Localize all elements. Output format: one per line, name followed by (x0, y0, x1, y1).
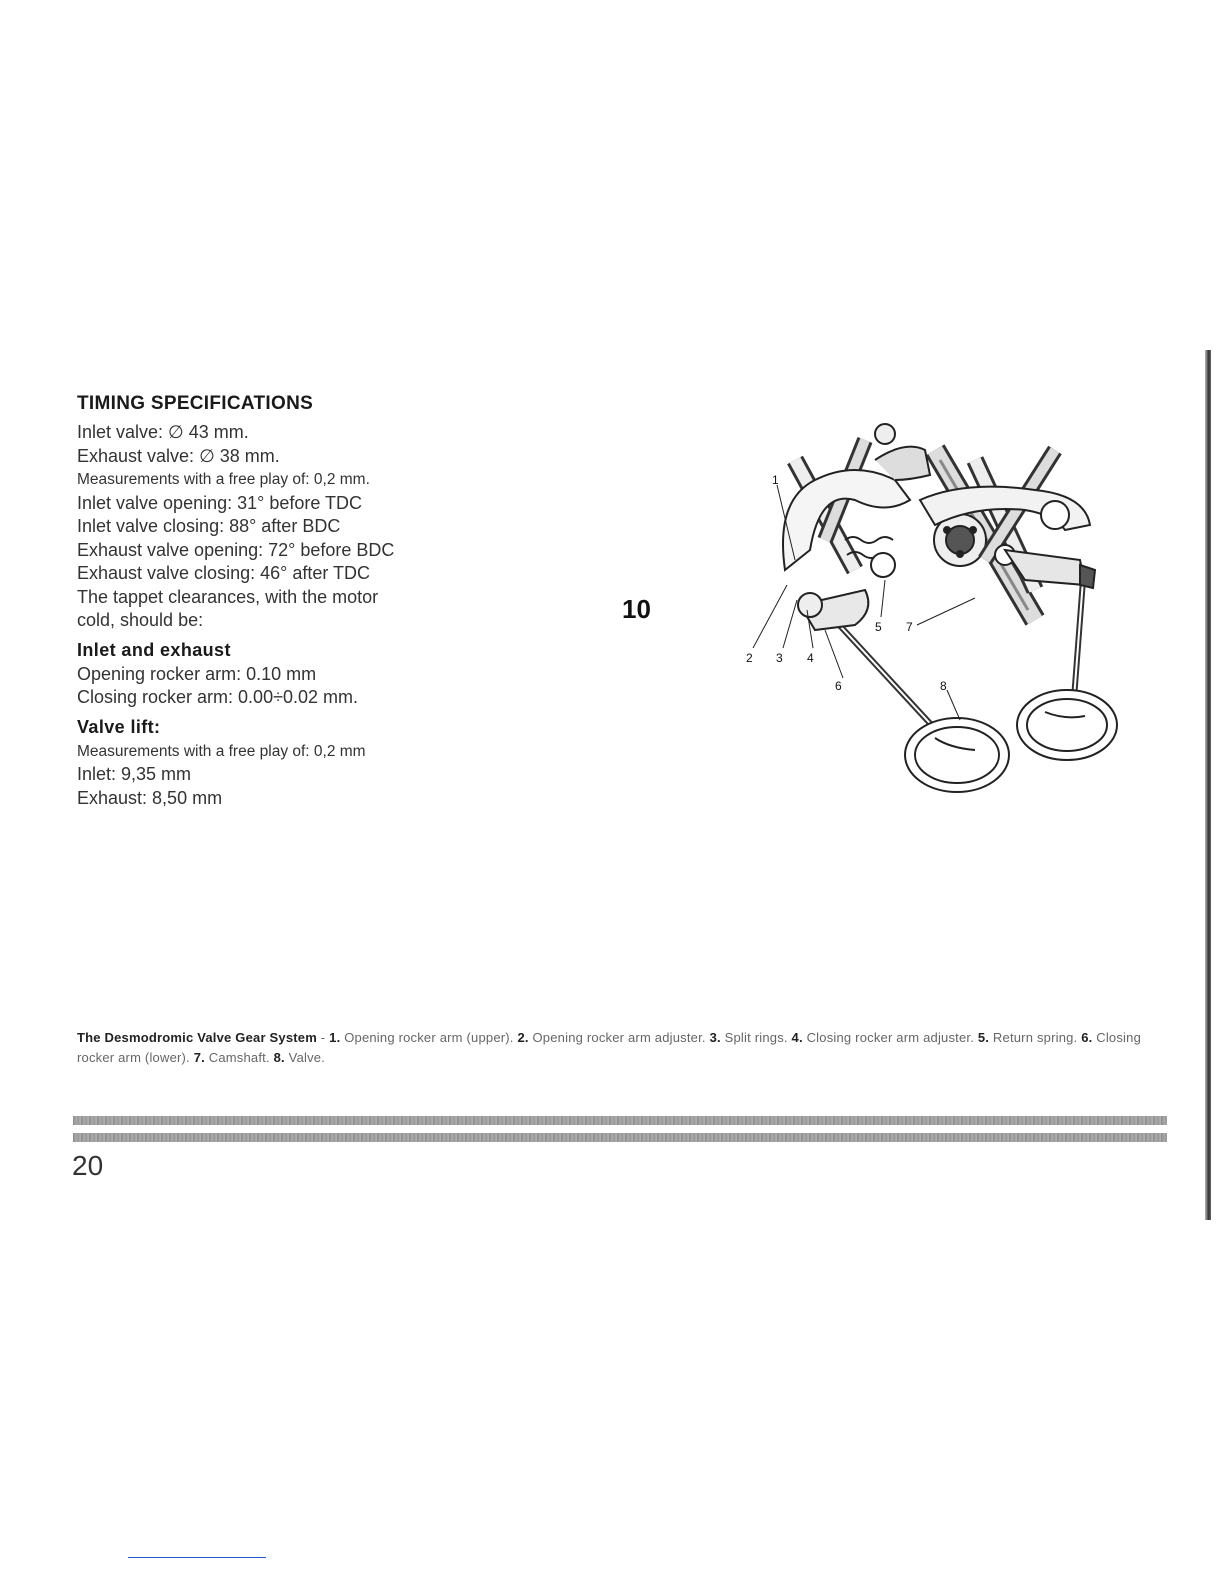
exhaust-valve-diameter: Exhaust valve: ∅ 38 mm. (77, 445, 280, 466)
callout-8: 8 (940, 679, 947, 693)
timing-specifications-section (77, 393, 437, 810)
caption-num-3: 3. (709, 1030, 721, 1045)
caption-item-2: Opening rocker arm adjuster. (532, 1030, 706, 1045)
callout-4: 4 (807, 651, 814, 665)
figure-number: 10 (622, 594, 651, 624)
caption-item-4: Closing rocker arm adjuster. (806, 1030, 975, 1045)
callout-1: 1 (772, 473, 779, 487)
caption-item-7: Camshaft. (208, 1050, 270, 1065)
caption-item-8: Valve. (288, 1050, 326, 1065)
caption-num-8: 8. (273, 1050, 285, 1065)
page-edge-shadow (1205, 350, 1211, 1220)
callout-7: 7 (906, 620, 913, 634)
caption-num-5: 5. (977, 1030, 990, 1045)
callout-5: 5 (875, 620, 882, 634)
footer-rule-lower (73, 1133, 1167, 1142)
desmodromic-valve-diagram (735, 420, 1135, 800)
inlet-lift: Inlet: 9,35 mm (77, 764, 192, 784)
caption-num-4: 4. (791, 1030, 803, 1045)
callout-3: 3 (776, 651, 783, 665)
caption-num-2: 2. (517, 1030, 529, 1045)
page-number: 20 (72, 1150, 104, 1181)
caption-title: The Desmodromic Valve Gear System (77, 1030, 317, 1045)
closing-rocker-clearance: Closing rocker arm: 0.00÷0.02 mm. (77, 687, 358, 707)
caption-num-7: 7. (193, 1050, 205, 1065)
inlet-valve-opening: Inlet valve opening: 31° before TDC (77, 492, 363, 513)
callout-6: 6 (835, 679, 842, 693)
bottom-underline (128, 1557, 266, 1558)
section-heading: TIMING SPECIFICATIONS (77, 393, 314, 414)
callout-2: 2 (746, 651, 753, 665)
exhaust-lift: Exhaust: 8,50 mm (77, 787, 223, 808)
inlet-valve-diameter: Inlet valve: ∅ 43 mm. (77, 422, 249, 442)
caption-item-5: Return spring. (992, 1030, 1078, 1045)
caption-item-6: Closing rocker arm (lower). (77, 1030, 1142, 1065)
caption-item-1: Opening rocker arm (upper). (344, 1030, 514, 1045)
caption-num-6: 6. (1081, 1030, 1093, 1045)
tappet-clearance-intro: The tappet clearances, with the motor (77, 586, 379, 607)
opening-rocker-clearance: Opening rocker arm: 0.10 mm (77, 663, 317, 684)
caption-separator: - (316, 1030, 330, 1045)
figure-caption (77, 1028, 1167, 1068)
exhaust-valve-opening: Exhaust valve opening: 72° before BDC (77, 539, 395, 560)
inlet-valve-closing: Inlet valve closing: 88° after BDC (77, 516, 341, 536)
footer-rule-upper (73, 1116, 1167, 1125)
clearances-heading: Inlet and exhaust (77, 639, 231, 660)
caption-item-3: Split rings. (724, 1030, 788, 1045)
caption-num-1: 1. (329, 1030, 341, 1045)
lift-measurements-note: Measurements with a free play of: 0,2 mm (77, 742, 366, 760)
tappet-clearance-intro-cont: cold, should be: (77, 610, 204, 630)
measurements-note: Measurements with a free play of: 0,2 mm. (77, 471, 370, 488)
valve-lift-heading: Valve lift: (77, 716, 161, 737)
exhaust-valve-closing: Exhaust valve closing: 46° after TDC (77, 563, 371, 583)
